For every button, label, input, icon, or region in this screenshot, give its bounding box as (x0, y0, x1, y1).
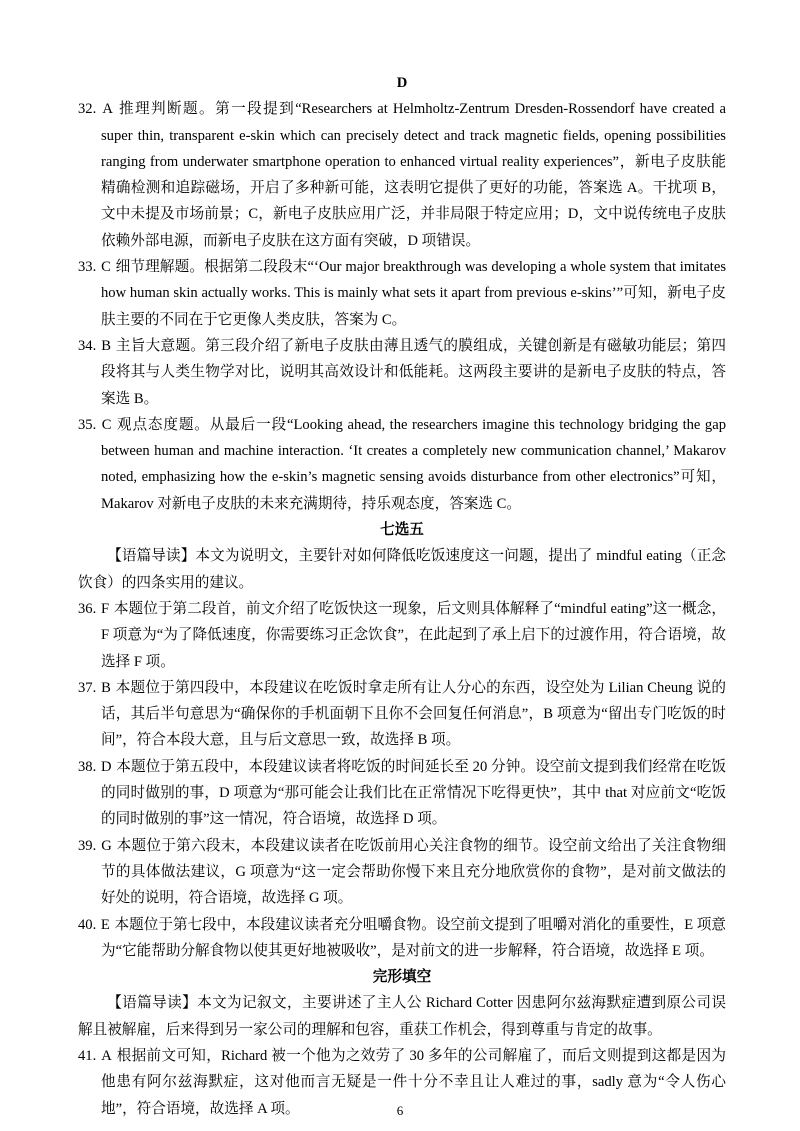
answer-letter: E (100, 916, 110, 933)
explanation-text: 本题位于第六段末，本段建议读者在吃饭前用心关注食物的细节。设空前文给出了关注食物细节的具体做法建议，G 项意为“这一定会帮助你慢下来且充分地欣赏你的食物”，是对前文做法的好处的说明，符合语境，故选择 G 项。 (101, 837, 727, 907)
explanation-text: 观点态度题。从最后一段“Looking ahead, the researchers imagine this technology bridging the gap between human and machine interaction. ‘It creates a completely new communication channel,’ Makarov noted, emphasizing how the e-skin’s magnetic sensing avoids disturbance from other electronics”可知，Makarov 对新电子皮肤的未来充满期待，持乐观态度，答案选 C。 (101, 416, 726, 512)
answer-item-34 (78, 333, 726, 412)
answer-item-35 (78, 412, 726, 517)
question-number: 32. (78, 101, 97, 118)
answer-item-40 (78, 912, 726, 965)
question-number: 35. (78, 416, 97, 433)
passage-intro-seven-choose-five: 【语篇导读】本文为说明文，主要针对如何降低吃饭速度这一问题，提出了 mindful eating（正念饮食）的四条实用的建议。 (78, 548, 726, 591)
question-number: 34. (78, 337, 97, 354)
answer-item-37 (78, 675, 726, 754)
question-number: 40. (78, 916, 97, 933)
explanation-text: 本题位于第七段中，本段建议读者充分咀嚼食物。设空前文提到了咀嚼对消化的重要性，E 项意为“它能帮助分解食物以使其更好地被吸收”，是对前文的进一步解释，符合语境，故选择 E 项。 (101, 916, 726, 959)
answer-letter: A (101, 1047, 112, 1064)
answer-letter: C (101, 259, 111, 276)
answer-letter: C (101, 416, 112, 433)
explanation-text: 根据前文可知，Richard 被一个他为之效劳了 30 多年的公司解雇了，而后文则提到这都是因为他患有阿尔兹海默症，这对他而言无疑是一件十分不幸且让人难过的事，sadly 意为“令人伤心地”，符合语境，故选择 A 项。 (101, 1047, 726, 1117)
explanation-text: 细节理解题。根据第二段段末“‘Our major breakthrough was developing a whole system that imitates how human skin actually works. This is mainly what sets it apart from previous e-skins’”可知，新电子皮肤主要的不同在于它更像人类皮肤，答案为 C。 (101, 259, 727, 328)
question-number: 39. (78, 837, 97, 854)
section-heading-seven-choose-five: 七选五 (380, 522, 424, 539)
answer-letter: F (100, 600, 110, 617)
answer-item-33 (78, 254, 726, 333)
question-number: 41. (78, 1047, 97, 1064)
answer-item-39 (78, 833, 726, 912)
question-number: 37. (78, 679, 97, 696)
section-heading-cloze: 完形填空 (372, 969, 432, 986)
question-number: 33. (78, 259, 97, 276)
page-number: 6 (396, 1103, 404, 1118)
passage-intro-cloze: 【语篇导读】本文为记叙文，主要讲述了主人公 Richard Cotter 因患阿尔兹海默症遭到原公司误解且被解雇，后来得到另一家公司的理解和包容，重获工作机会，得到尊重与肯定的故事。 (78, 995, 726, 1038)
answer-item-36 (78, 596, 726, 675)
answer-letter: G (101, 837, 112, 854)
explanation-text: 本题位于第二段首，前文介绍了吃饭快这一现象，后文则具体解释了“mindful eating”这一概念，F 项意为“为了降低速度，你需要练习正念饮食”，在此起到了承上启下的过渡作用，符合语境，故选择 F 项。 (101, 600, 726, 670)
answer-letter: D (101, 758, 112, 775)
explanation-text: 推理判断题。第一段提到“Researchers at Helmholtz-Zentrum Dresden-Rossendorf have created a super thin, transparent e-skin which can precisely detect and track magnetic fields, opening possibilities ranging from underwater smartphone operation to enhanced virtual reality experiences”，新电子皮肤能精确检测和追踪磁场，开启了多种新可能，这表明它提供了更好的功能，答案选 A。干扰项 B，文中未提及市场前景；C，新电子皮肤应用广泛，并非局限于特定应用；D，文中说传统电子皮肤依赖外部电源，而新电子皮肤在这方面有突破，D 项错误。 (101, 101, 726, 249)
question-number: 36. (78, 600, 97, 617)
answer-letter: B (101, 679, 111, 696)
explanation-text: 本题位于第四段中，本段建议在吃饭时拿走所有让人分心的东西，设空处为 Lilian Cheung 说的话，其后半句意思为“确保你的手机面朝下且你不会回复任何消息”，B 项意为“留出专门吃饭的时间”，符合本段大意，且与后文意思一致，故选择 B 项。 (101, 679, 726, 749)
answer-item-32 (78, 96, 726, 254)
explanation-text: 主旨大意题。第三段介绍了新电子皮肤由薄且透气的膜组成，关键创新是有磁敏功能层；第四段将其与人类生物学对比，说明其高效设计和低能耗。这两段主要讲的是新电子皮肤的特点，答案选 B。 (101, 337, 726, 407)
explanation-text: 本题位于第五段中，本段建议读者将吃饭的时间延长至 20 分钟。设空前文提到我们经常在吃饭的同时做别的事，D 项意为“那可能会让我们比在正常情况下吃得更快”，其中 that 对应前文“吃饭的同时做别的事”这一情况，符合语境，故选择 D 项。 (101, 758, 726, 828)
answer-letter: B (101, 337, 111, 354)
question-number: 38. (78, 758, 97, 775)
answer-letter: A (102, 101, 113, 118)
answer-item-38 (78, 754, 726, 833)
section-heading-d: D (396, 75, 408, 91)
